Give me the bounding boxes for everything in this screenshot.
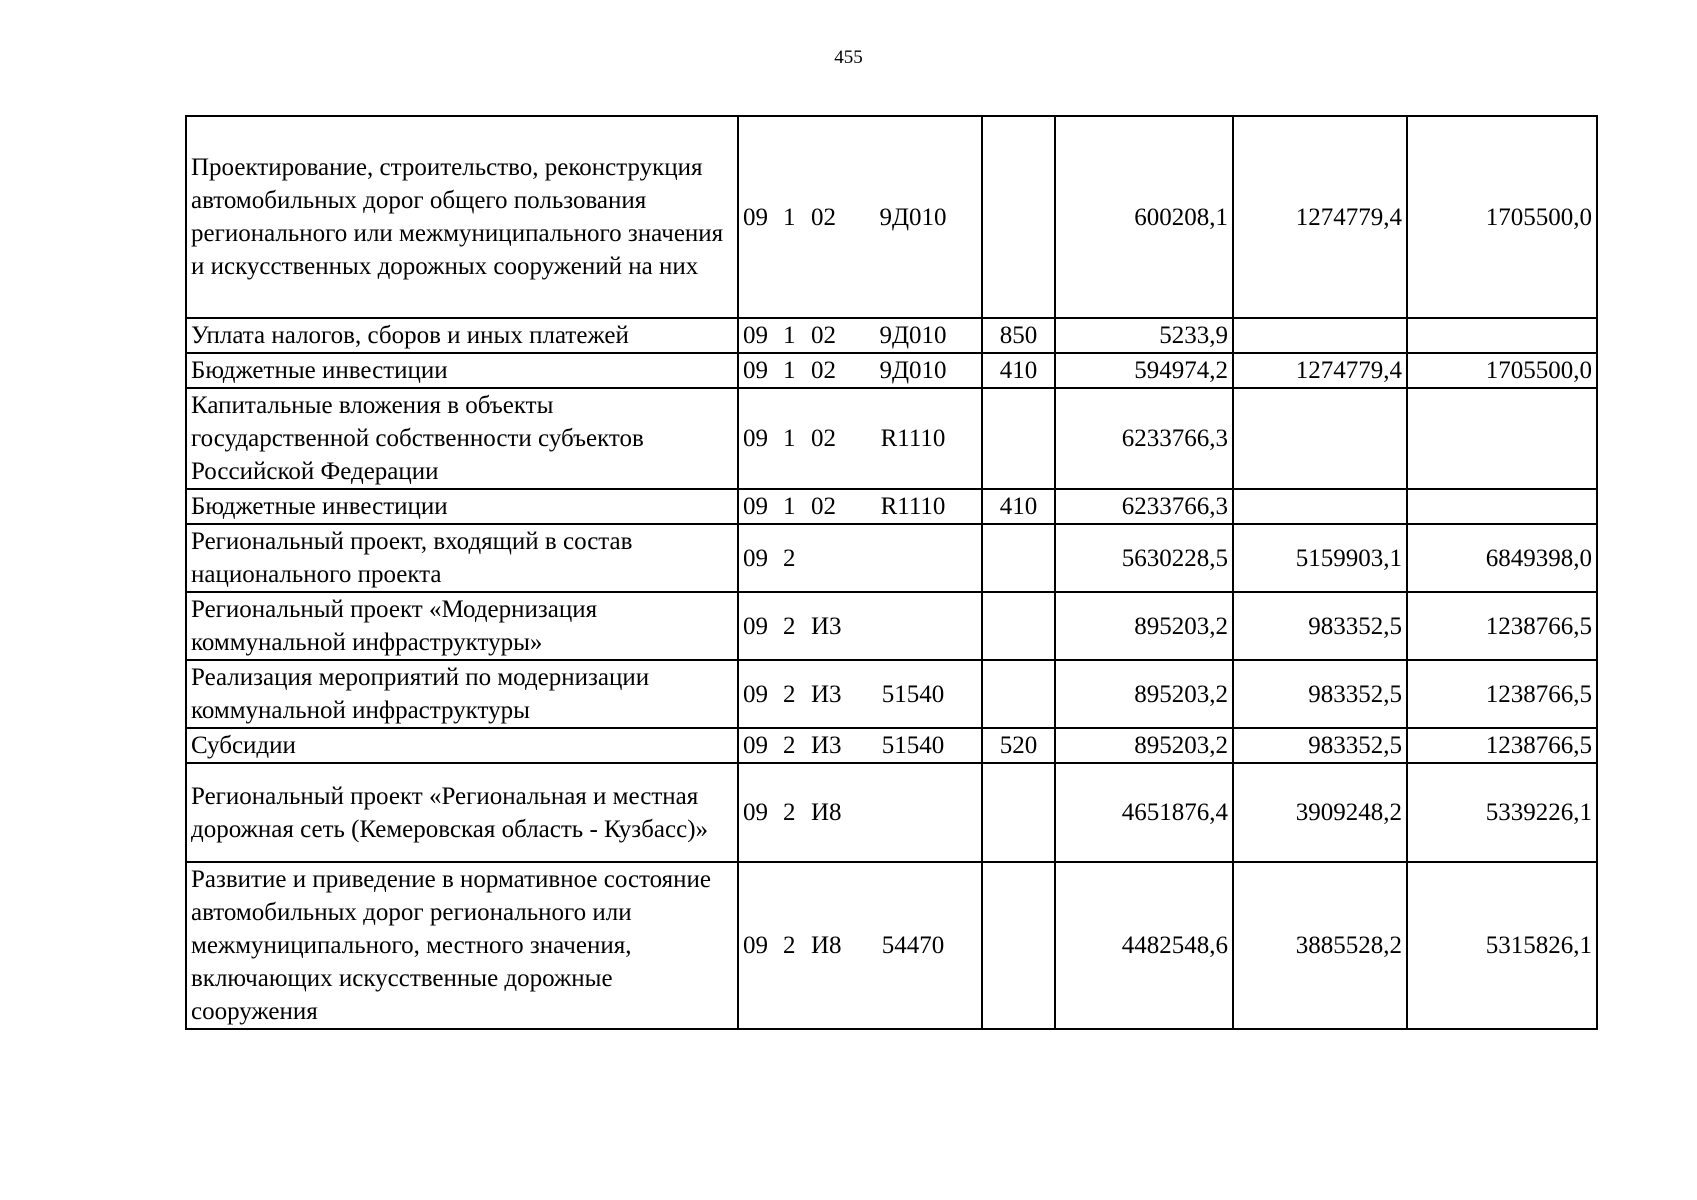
table-row <box>186 353 1597 388</box>
row-expense-type: 850 <box>982 318 1055 353</box>
table-row <box>186 318 1597 353</box>
row-value-2: 1274779,4 <box>1233 116 1407 318</box>
code-program: 09 <box>743 932 768 959</box>
code-subprogram: 1 <box>783 322 796 349</box>
row-name: Уплата налогов, сборов и иных платежей <box>186 318 738 353</box>
code-main-event: И3 <box>811 732 842 759</box>
row-value-1: 5630228,5 <box>1055 524 1233 592</box>
row-value-1: 895203,2 <box>1055 728 1233 763</box>
code-direction: 9Д010 <box>879 322 947 349</box>
code-main-event: И3 <box>811 612 842 640</box>
row-name: Региональный проект, входящий в состав национального проекта <box>186 524 738 592</box>
code-main-event: 02 <box>811 425 836 452</box>
row-value-2 <box>1233 489 1407 524</box>
code-main-event: И8 <box>811 932 842 959</box>
code-subprogram: 2 <box>783 799 796 826</box>
row-value-3: 5315826,1 <box>1407 862 1597 1029</box>
row-value-2: 3885528,2 <box>1233 862 1407 1029</box>
row-code <box>738 524 982 592</box>
budget-table <box>185 115 1598 1030</box>
row-code <box>738 388 982 489</box>
row-expense-type <box>982 116 1055 318</box>
row-code <box>738 318 982 353</box>
code-main-event: И3 <box>811 680 842 708</box>
code-program: 09 <box>743 203 768 231</box>
row-code <box>738 763 982 862</box>
row-expense-type <box>982 592 1055 660</box>
row-value-2 <box>1233 388 1407 489</box>
row-value-1: 895203,2 <box>1055 660 1233 728</box>
code-program: 09 <box>743 799 768 826</box>
code-direction: 9Д010 <box>879 357 947 384</box>
table-row <box>186 116 1597 318</box>
row-value-1: 5233,9 <box>1055 318 1233 353</box>
row-expense-type <box>982 862 1055 1029</box>
row-name: Развитие и приведение в нормативное состояние автомобильных дорог регионального или межмуниципального, местного значения, включающих искусственные дорожные сооружения <box>186 862 738 1029</box>
row-value-1: 594974,2 <box>1055 353 1233 388</box>
table-row <box>186 524 1597 592</box>
row-value-3: 1238766,5 <box>1407 660 1597 728</box>
row-value-3: 1705500,0 <box>1407 116 1597 318</box>
row-value-1: 6233766,3 <box>1055 489 1233 524</box>
row-expense-type <box>982 388 1055 489</box>
table-row <box>186 388 1597 489</box>
row-name: Бюджетные инвестиции <box>186 353 738 388</box>
row-expense-type <box>982 524 1055 592</box>
code-subprogram: 1 <box>783 203 796 231</box>
code-main-event: 02 <box>811 322 836 349</box>
code-direction: 51540 <box>881 732 945 759</box>
row-name: Субсидии <box>186 728 738 763</box>
row-code <box>738 592 982 660</box>
row-code <box>738 660 982 728</box>
row-value-2: 983352,5 <box>1233 592 1407 660</box>
code-subprogram: 2 <box>783 932 796 959</box>
row-value-2: 983352,5 <box>1233 660 1407 728</box>
code-subprogram: 2 <box>783 612 796 640</box>
code-program: 09 <box>743 425 768 452</box>
row-value-1: 600208,1 <box>1055 116 1233 318</box>
page-number: 455 <box>834 47 863 68</box>
code-subprogram: 1 <box>783 493 796 520</box>
row-value-2: 1274779,4 <box>1233 353 1407 388</box>
code-program: 09 <box>743 357 768 384</box>
row-code <box>738 353 982 388</box>
row-value-3: 5339226,1 <box>1407 763 1597 862</box>
row-name: Региональный проект «Модернизация коммунальной инфраструктуры» <box>186 592 738 660</box>
code-program: 09 <box>743 493 768 520</box>
row-value-3: 1705500,0 <box>1407 353 1597 388</box>
code-subprogram: 2 <box>783 680 796 708</box>
row-code <box>738 489 982 524</box>
row-value-3: 1238766,5 <box>1407 592 1597 660</box>
code-subprogram: 1 <box>783 357 796 384</box>
row-expense-type <box>982 763 1055 862</box>
code-main-event: И8 <box>811 799 842 826</box>
code-program: 09 <box>743 544 768 572</box>
table-row <box>186 592 1597 660</box>
code-direction: 9Д010 <box>879 203 947 231</box>
row-expense-type <box>982 660 1055 728</box>
code-main-event: 02 <box>811 493 836 520</box>
code-subprogram: 1 <box>783 425 796 452</box>
table-row <box>186 660 1597 728</box>
table-row <box>186 728 1597 763</box>
code-direction: 54470 <box>881 932 945 959</box>
row-name: Региональный проект «Региональная и местная дорожная сеть (Кемеровская область - Кузбасс)» <box>186 763 738 862</box>
row-value-2: 3909248,2 <box>1233 763 1407 862</box>
row-value-1: 4651876,4 <box>1055 763 1233 862</box>
row-name: Проектирование, строительство, реконструкция автомобильных дорог общего пользования регионального или межмуниципального значения и искусственных дорожных сооружений на них <box>186 116 738 318</box>
row-value-3 <box>1407 388 1597 489</box>
code-direction: 51540 <box>881 680 945 708</box>
row-value-1: 4482548,6 <box>1055 862 1233 1029</box>
row-code <box>738 116 982 318</box>
row-value-3 <box>1407 318 1597 353</box>
code-subprogram: 2 <box>783 544 796 572</box>
row-value-1: 6233766,3 <box>1055 388 1233 489</box>
row-value-2 <box>1233 318 1407 353</box>
code-program: 09 <box>743 680 768 708</box>
row-value-3 <box>1407 489 1597 524</box>
row-name: Бюджетные инвестиции <box>186 489 738 524</box>
code-main-event: 02 <box>811 357 836 384</box>
code-program: 09 <box>743 322 768 349</box>
table-row <box>186 862 1597 1029</box>
row-expense-type: 520 <box>982 728 1055 763</box>
row-name: Капитальные вложения в объекты государственной собственности субъектов Российской Федерации <box>186 388 738 489</box>
code-program: 09 <box>743 612 768 640</box>
table-row <box>186 489 1597 524</box>
row-value-2: 5159903,1 <box>1233 524 1407 592</box>
row-value-1: 895203,2 <box>1055 592 1233 660</box>
row-value-2: 983352,5 <box>1233 728 1407 763</box>
code-direction: R1110 <box>880 493 946 520</box>
code-direction: R1110 <box>880 425 946 452</box>
table-row <box>186 763 1597 862</box>
row-expense-type: 410 <box>982 489 1055 524</box>
row-expense-type: 410 <box>982 353 1055 388</box>
code-subprogram: 2 <box>783 732 796 759</box>
row-value-3: 6849398,0 <box>1407 524 1597 592</box>
row-name: Реализация мероприятий по модернизации коммунальной инфраструктуры <box>186 660 738 728</box>
code-main-event: 02 <box>811 203 836 231</box>
row-code <box>738 728 982 763</box>
code-program: 09 <box>743 732 768 759</box>
row-code <box>738 862 982 1029</box>
row-value-3: 1238766,5 <box>1407 728 1597 763</box>
